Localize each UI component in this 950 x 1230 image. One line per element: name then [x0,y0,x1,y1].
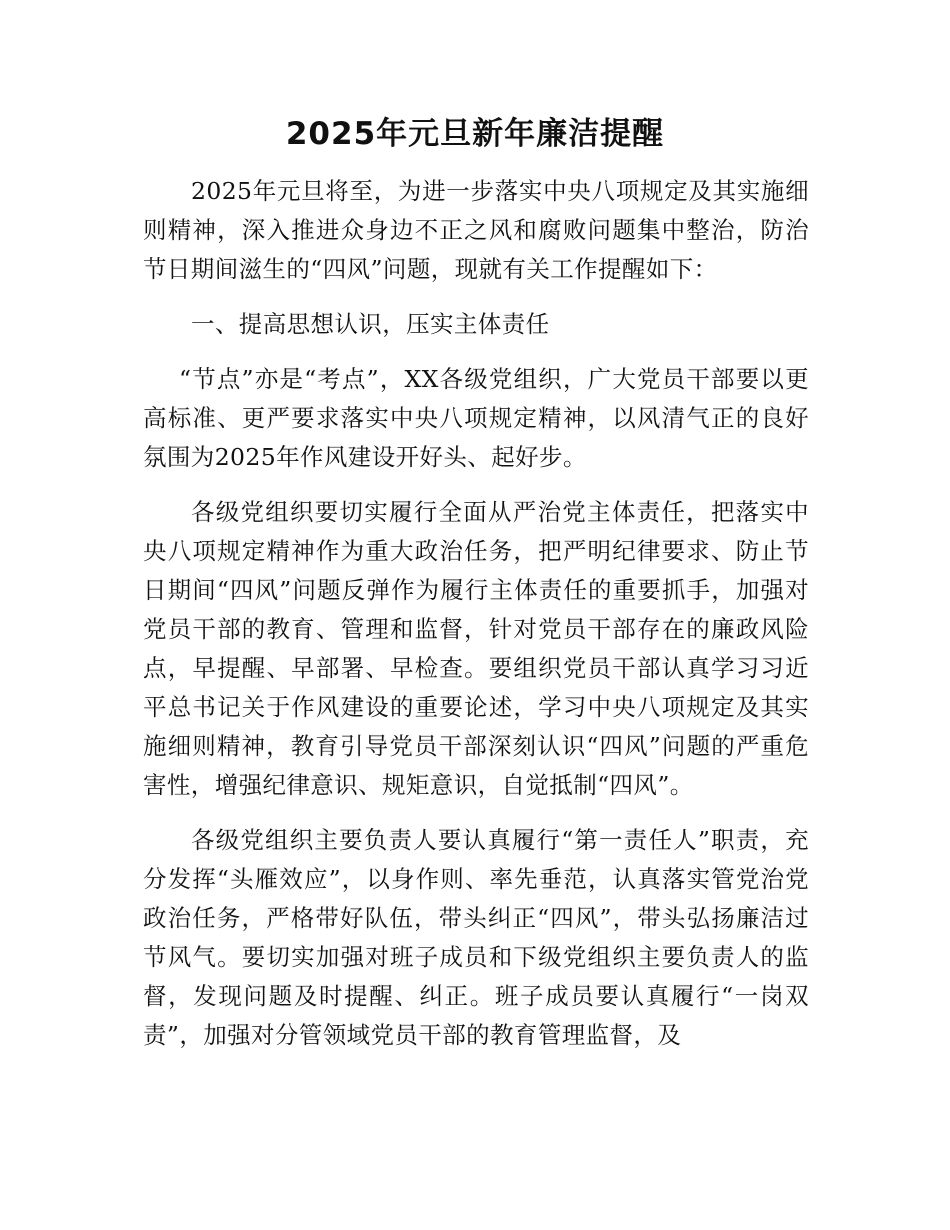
document-body [143,172,809,1055]
body-paragraph-2: 各级党组织要切实履行全面从严治党主体责任，把落实中央八项规定精神作为重大政治任务，把严明纪律要求、防止节日期间“四风”问题反弹作为履行主体责任的重要抓手，加强对党员干部的教育、管理和监督，针对党员干部存在的廉政风险点，早提醒、早部署、早检查。要组织党员干部认真学习习近平总书记关于作风建设的重要论述，学习中央八项规定及其实施细则精神，教育引导党员干部深刻认识“四风”问题的严重危害性，增强纪律意识、规矩意识，自觉抵制“四风”。 [143,498,809,799]
section-heading-1: 一、提高思想认识，压实主体责任 [191,310,550,338]
body-paragraph-1: “节点”亦是“考点”，XX各级党组织，广大党员干部要以更高标准、更严要求落实中央八项规定精神，以风清气正的良好氛围为2025年作风建设开好头、起好步。 [143,365,809,471]
body-paragraph-3: 各级党组织主要负责人要认真履行“第一责任人”职责，充分发挥“头雁效应”，以身作则、率先垂范，认真落实管党治党政治任务，严格带好队伍，带头纠正“四风”，带头弘扬廉洁过节风气。要切实加强对班子成员和下级党组织主要负责人的监督，发现问题及时提醒、纠正。班子成员要认真履行“一岗双责”，加强对分管领域党员干部的教育管理监督，及 [143,826,809,1049]
document-title: 2025年元旦新年廉洁提醒 [285,116,665,152]
intro-paragraph: 2025年元旦将至，为进一步落实中央八项规定及其实施细则精神，深入推进众身边不正之风和腐败问题集中整治，防治节日期间滋生的“四风”问题，现就有关工作提醒如下： [143,177,809,283]
